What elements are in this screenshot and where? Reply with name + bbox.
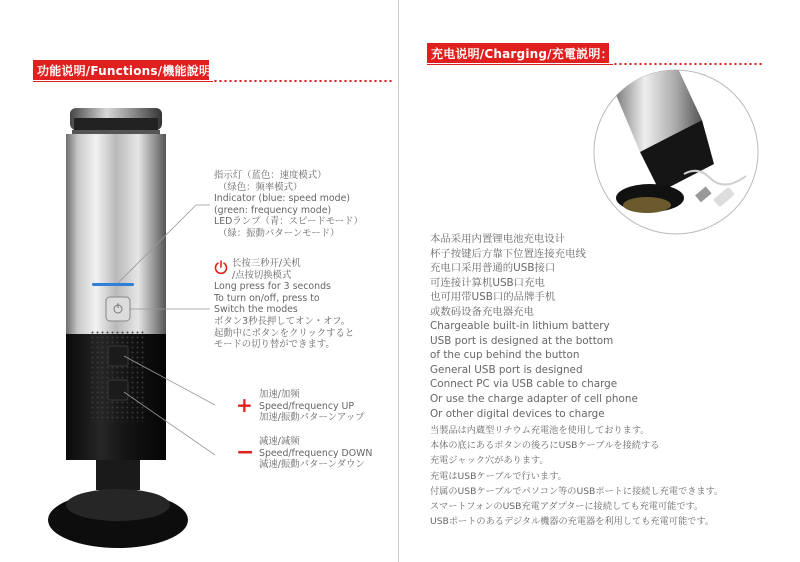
- heading-dots: [613, 62, 763, 66]
- charging-en-line: General USB port is designed: [430, 363, 583, 376]
- charging-ja-line: 充電ジャック穴があります。: [430, 455, 549, 467]
- charging-zh-line: 本品采用内置锂电池充电设计: [430, 233, 566, 245]
- functions-title: 功能说明/Functions/機能說明:: [37, 64, 217, 78]
- charging-en-line: Connect PC via USB cable to charge: [430, 378, 618, 391]
- speed-down-line: 減速/振動パターンダウン: [259, 459, 365, 471]
- left-page: [0, 0, 399, 562]
- charging-en-line: Or other digital devices to charge: [430, 407, 605, 420]
- charging-ja-line: 本体の底にあるボタンの後ろにUSBケーブルを接続する: [430, 440, 660, 452]
- charging-title: 充电说明/Charging/充電説明：: [431, 47, 613, 61]
- power-line: Long press for 3 seconds: [214, 281, 331, 293]
- charging-zh-line: 充电口采用普通的USB接口: [430, 262, 556, 275]
- power-line: モードの切り替ができます。: [214, 339, 335, 351]
- charging-zh-line: 可连接计算机USB口充电: [430, 276, 545, 289]
- charging-ja-line: 付属のUSBケーブルでパソコン等のUSBポートに接続し充電できます。: [430, 485, 724, 497]
- right-page: [400, 0, 800, 562]
- charging-zh-line: 也可用带USB口的品牌手机: [430, 291, 556, 304]
- charging-en-line: USB port is designed at the bottom: [430, 334, 614, 347]
- charging-illustration: [592, 70, 762, 240]
- speed-down-text: [259, 436, 372, 471]
- power-line: Switch the modes: [214, 304, 298, 316]
- charging-en-line: Chargeable built-in lithium battery: [430, 320, 610, 332]
- speed-up-text: [259, 389, 364, 424]
- indicator-line: （緑：振動パターンモード）: [218, 227, 340, 239]
- charging-zh-line: 或数码设备充电器充电: [430, 305, 534, 318]
- charging-japanese: [430, 423, 723, 529]
- indicator-line: (green: frequency mode): [214, 204, 332, 216]
- indicator-line: Indicator (blue: speed mode): [214, 193, 351, 205]
- speed-up-line: 加速/加频: [259, 389, 300, 400]
- indicator-line: LEDランプ（青：スピードモード）: [214, 216, 363, 228]
- speed-up-line: 加速/振動パターンアップ: [259, 412, 365, 424]
- indicator-light: [92, 283, 134, 286]
- power-line: 长按三秒开/关机: [232, 258, 301, 269]
- charging-ja-line: 充電はUSBケーブルで行います。: [430, 470, 567, 482]
- charging-chinese: [430, 232, 586, 320]
- charging-ja-line: USBポートのあるデジタル機器の充電器を利用しても充電可能です。: [430, 516, 715, 528]
- speed-down-line: 减速/减频: [259, 436, 300, 447]
- charging-zh-line: 杯子按键后方靠下位置连接充电线: [430, 247, 586, 260]
- charging-en-line: of the cup behind the button: [430, 349, 580, 362]
- power-text: [214, 258, 354, 351]
- power-line: To turn on/off, press to: [214, 292, 320, 304]
- charging-english: [430, 319, 638, 421]
- charging-en-line: Or use the charge adapter of cell phone: [430, 392, 638, 405]
- indicator-line: （绿色：频率模式）: [218, 181, 303, 193]
- power-line: /点按切换模式: [232, 269, 292, 281]
- indicator-line: 指示灯（蓝色：速度模式）: [214, 170, 327, 181]
- speed-down-line: Speed/frequency DOWN: [259, 447, 373, 459]
- plus-icon: +: [236, 393, 253, 417]
- minus-icon: −: [236, 440, 255, 465]
- indicator-text: [214, 170, 363, 240]
- speed-up-line: Speed/frequency UP: [259, 400, 355, 412]
- charging-ja-line: 当製品は内蔵型リチウム充電池を使用しております。: [430, 425, 650, 436]
- power-line: ボタン3秒長押してオン・オフ。: [214, 315, 351, 327]
- heading-underline: [427, 64, 613, 65]
- charging-ja-line: スマートフォンのUSB充電アダプターに接続しても充電可能です。: [430, 501, 704, 513]
- power-line: 起動中にボタンをクリックすると: [214, 327, 355, 339]
